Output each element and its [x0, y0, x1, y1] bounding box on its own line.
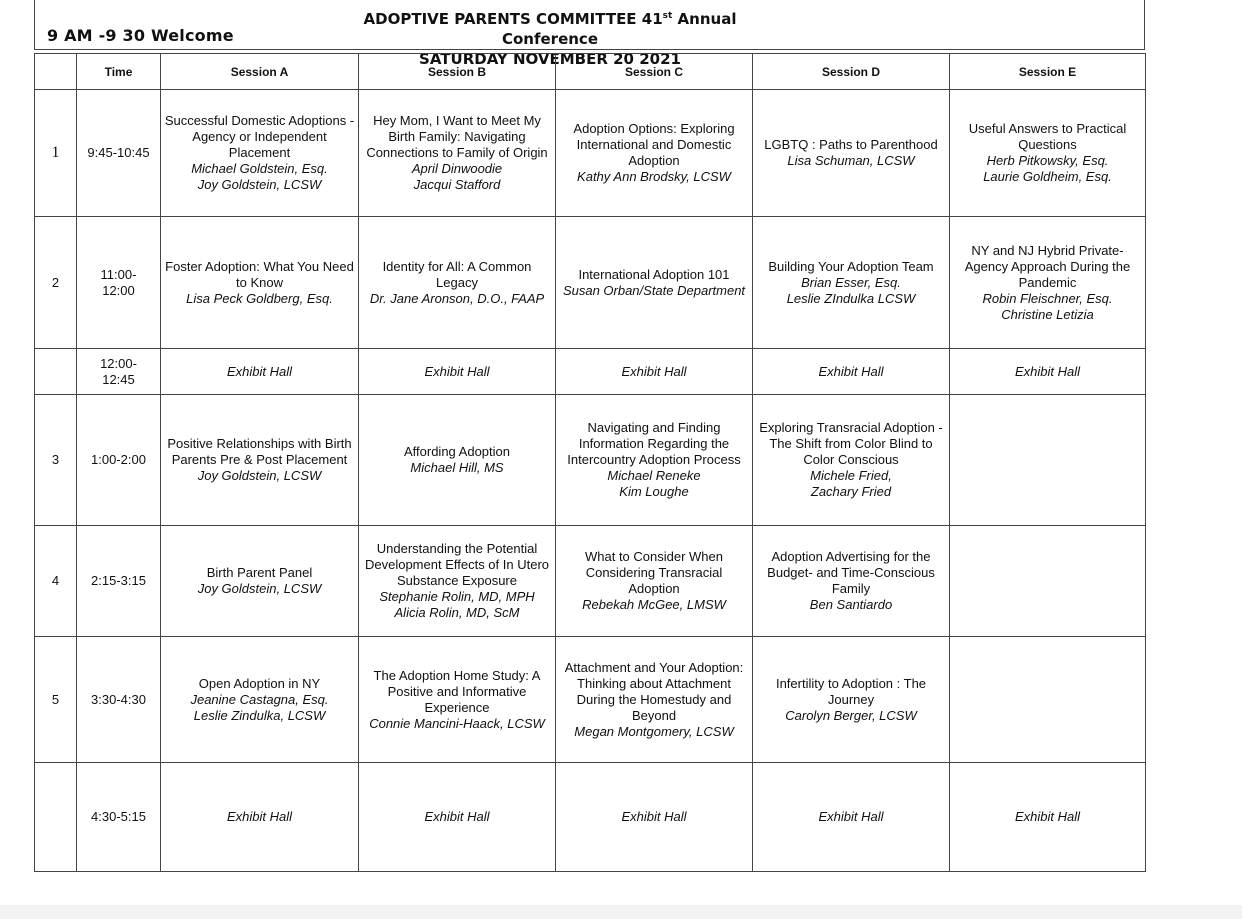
time-slot: 2:15-3:15: [77, 526, 161, 637]
table-row: [35, 217, 1146, 349]
session-title: The Adoption Home Study: A Positive and Informative Experience: [373, 667, 541, 715]
presenter-name: Stephanie Rolin, MD, MPH: [379, 589, 535, 604]
session-title: Hey Mom, I Want to Meet My Birth Family: Navigating Connections to Family of Origin: [366, 113, 548, 160]
session-cell: [359, 526, 556, 637]
header-row: [35, 54, 1146, 90]
presenter-name: Kim Loughe: [619, 484, 689, 499]
session-number: 5: [35, 637, 77, 763]
presenter-name: Laurie Goldheim, Esq.: [983, 169, 1112, 184]
column-header: Session C: [556, 54, 753, 90]
column-header: [35, 54, 77, 90]
exhibit-hall-cell: Exhibit Hall: [753, 349, 950, 395]
session-title: Adoption Options: Exploring International and Domestic Adoption: [573, 121, 735, 168]
table-row: [35, 526, 1146, 637]
exhibit-hall-cell: Exhibit Hall: [753, 763, 950, 872]
presenter-name: Brian Esser, Esq.: [801, 274, 901, 290]
presenter-name: Michael Hill, MS: [410, 460, 504, 475]
table-row: [35, 395, 1146, 526]
session-title: Positive Relationships with Birth Parents Pre & Post Placement: [167, 436, 352, 467]
session-title: Infertility to Adoption : The Journey: [775, 675, 927, 707]
session-cell: [556, 526, 753, 637]
presenter-name: Leslie Zindulka, LCSW: [193, 707, 326, 723]
session-number: 2: [35, 217, 77, 349]
presenter-name: Michele Fried,: [810, 468, 892, 483]
session-cell: [950, 90, 1146, 217]
exhibit-hall-cell: Exhibit Hall: [359, 763, 556, 872]
session-number: 1: [35, 90, 77, 217]
presenter-name: Alicia Rolin, MD, ScM: [394, 605, 520, 620]
title-superscript: st: [662, 11, 673, 21]
presenter-name: Joy Goldstein, LCSW: [197, 581, 322, 596]
presenter-name: Jacqui Stafford: [413, 177, 501, 192]
presenter-name: Robin Fleischner, Esq.: [982, 290, 1113, 306]
session-title: Successful Domestic Adoptions - Agency or Independent Placement: [164, 113, 355, 160]
session-number: [35, 349, 77, 395]
exhibit-hall-cell: Exhibit Hall: [161, 349, 359, 395]
schedule-body: [35, 90, 1146, 872]
time-slot: 1:00-2:00: [77, 395, 161, 526]
exhibit-hall-cell: Exhibit Hall: [556, 349, 753, 395]
session-cell: [161, 395, 359, 526]
session-title: Identity for All: A Common Legacy: [382, 258, 532, 290]
session-title: International Adoption 101: [578, 266, 730, 282]
session-title: Useful Answers to Practical Questions: [968, 121, 1127, 152]
schedule-table: [34, 53, 1146, 872]
presenter-name: Lisa Peck Goldberg, Esq.: [186, 290, 333, 306]
exhibit-hall-cell: Exhibit Hall: [161, 763, 359, 872]
presenter-name: Connie Mancini-Haack, LCSW: [369, 715, 545, 731]
session-number: 4: [35, 526, 77, 637]
presenter-name: Carolyn Berger, LCSW: [785, 707, 917, 723]
conference-date: SATURDAY NOVEMBER 20 2021: [419, 50, 681, 68]
session-title: Adoption Advertising for the Budget- and Time-Conscious Family: [767, 549, 935, 596]
session-title: Understanding the Potential Development Effects of In Utero Substance Exposure: [364, 541, 550, 588]
exhibit-hall-cell: Exhibit Hall: [556, 763, 753, 872]
time-slot: 12:00-12:45: [77, 349, 161, 395]
session-title: Birth Parent Panel: [206, 565, 313, 580]
presenter-name: Lisa Schuman, LCSW: [787, 153, 915, 168]
session-cell: [950, 637, 1146, 763]
presenter-name: April Dinwoodie: [411, 161, 503, 176]
session-cell: [753, 395, 950, 526]
welcome-label: 9 AM -9 30 Welcome: [47, 26, 234, 45]
time-slot: 3:30-4:30: [77, 637, 161, 763]
session-cell: [556, 217, 753, 349]
session-title: Building Your Adoption Team: [768, 258, 934, 274]
session-cell: [161, 637, 359, 763]
presenter-name: Michael Goldstein, Esq.: [191, 161, 328, 176]
presenter-name: Zachary Fried: [810, 484, 892, 499]
session-cell: [556, 395, 753, 526]
column-header: Session B: [359, 54, 556, 90]
presenter-name: Leslie ZIndulka LCSW: [786, 290, 916, 306]
session-cell: [753, 90, 950, 217]
session-title: Open Adoption in NY: [198, 675, 321, 691]
presenter-name: Ben Santiardo: [809, 597, 893, 612]
table-row: [35, 763, 1146, 872]
session-title: What to Consider When Considering Transracial Adoption: [584, 549, 723, 596]
exhibit-hall-cell: Exhibit Hall: [950, 763, 1146, 872]
presenter-name: Joy Goldstein, LCSW: [197, 177, 322, 192]
presenter-name: Michael Reneke: [607, 468, 701, 483]
session-title: Navigating and Finding Information Regarding the Intercountry Adoption Process: [567, 420, 741, 467]
session-cell: [950, 395, 1146, 526]
session-cell: [556, 90, 753, 217]
presenter-name: Joy Goldstein, LCSW: [197, 468, 322, 483]
presenter-name: Susan Orban/State Department: [562, 282, 746, 298]
session-title: NY and NJ Hybrid Private-Agency Approach During the Pandemic: [964, 242, 1131, 290]
presenter-name: Christine Letizia: [1001, 306, 1094, 322]
title-text-end: Annual Conference: [501, 10, 737, 48]
column-header: Time: [77, 54, 161, 90]
presenter-name: Rebekah McGee, LMSW: [582, 597, 726, 612]
conference-title-line: [335, 6, 765, 49]
column-header: Session E: [950, 54, 1146, 90]
session-title: LGBTQ : Paths to Parenthood: [764, 137, 938, 152]
session-cell: [556, 637, 753, 763]
session-cell: [950, 526, 1146, 637]
session-title: Attachment and Your Adoption: Thinking about Attachment During the Homestudy and Beyond: [564, 659, 744, 723]
exhibit-hall-cell: Exhibit Hall: [359, 349, 556, 395]
session-cell: [753, 217, 950, 349]
session-cell: [753, 637, 950, 763]
session-cell: [359, 217, 556, 349]
presenter-name: Herb Pitkowsky, Esq.: [986, 153, 1109, 168]
session-cell: [161, 526, 359, 637]
column-header: Session A: [161, 54, 359, 90]
column-header: Session D: [753, 54, 950, 90]
session-title: Exploring Transracial Adoption - The Shift from Color Blind to Color Conscious: [759, 420, 943, 467]
exhibit-hall-cell: Exhibit Hall: [950, 349, 1146, 395]
session-cell: [359, 90, 556, 217]
presenter-name: Jeanine Castagna, Esq.: [190, 691, 329, 707]
session-cell: [161, 217, 359, 349]
session-title: Affording Adoption: [403, 444, 510, 459]
session-cell: [359, 637, 556, 763]
title-row: [34, 0, 1145, 68]
title-text: ADOPTIVE PARENTS COMMITTEE 41: [363, 10, 663, 28]
session-number: [35, 763, 77, 872]
presenter-name: Megan Montgomery, LCSW: [574, 723, 734, 739]
session-title: Foster Adoption: What You Need to Know: [165, 258, 354, 290]
presenter-name: Kathy Ann Brodsky, LCSW: [577, 169, 731, 184]
session-cell: [359, 395, 556, 526]
time-slot: 9:45-10:45: [77, 90, 161, 217]
presenter-name: Dr. Jane Aronson, D.O., FAAP: [369, 290, 545, 306]
table-row: [35, 637, 1146, 763]
time-slot: 4:30-5:15: [77, 763, 161, 872]
table-row: [35, 349, 1146, 395]
table-row: [35, 90, 1146, 217]
session-cell: [753, 526, 950, 637]
session-number: 3: [35, 395, 77, 526]
session-cell: [950, 217, 1146, 349]
session-cell: [161, 90, 359, 217]
time-slot: 11:00-12:00: [77, 217, 161, 349]
